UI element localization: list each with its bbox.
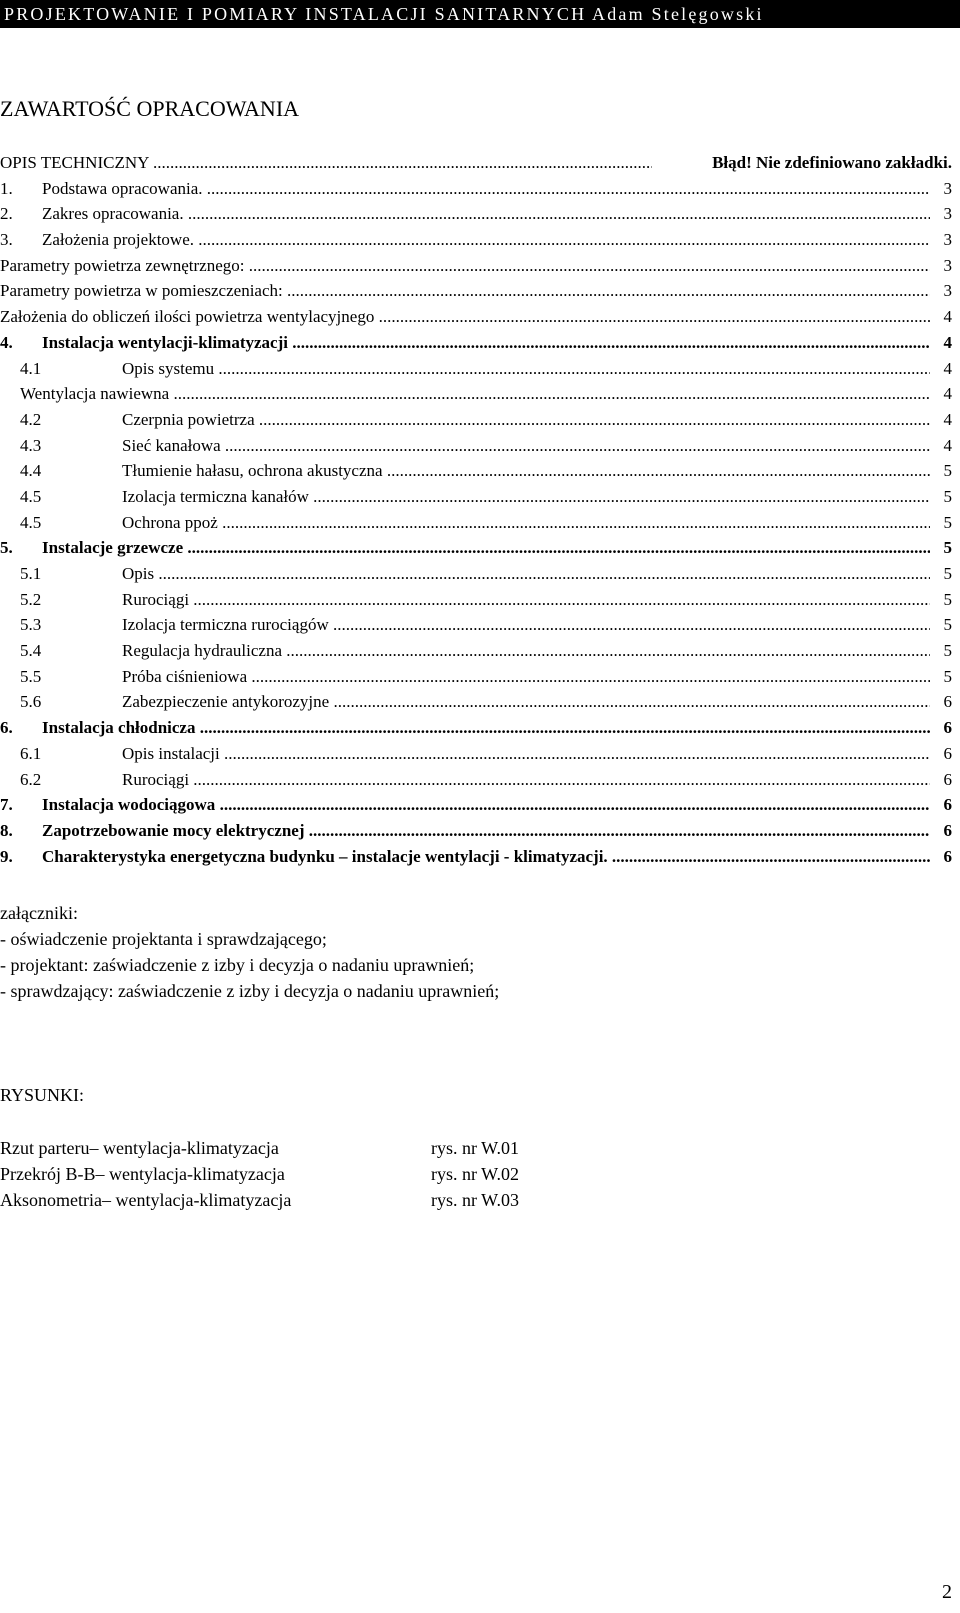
toc-entry[interactable] — [0, 689, 952, 715]
toc-entry-text: Regulacja hydrauliczna — [122, 641, 283, 661]
toc-entry[interactable] — [0, 535, 952, 561]
toc-entry-number: 5.1 — [20, 564, 42, 583]
toc-entry-page: 5 — [942, 510, 953, 536]
toc-entry-number: 6.2 — [20, 769, 42, 789]
toc-entry[interactable] — [0, 201, 952, 227]
toc-entry-number: 5.5 — [20, 666, 42, 686]
toc-entry[interactable] — [0, 767, 952, 793]
toc-entry-leader — [0, 304, 930, 330]
toc-entry-text: Czerpnia powietrza — [122, 409, 255, 429]
drawing-ref: rys. nr W.02 — [431, 1164, 520, 1184]
toc-entry-leader — [0, 458, 930, 484]
toc-entry[interactable] — [0, 510, 952, 536]
page-title: ZAWARTOŚĆ OPRACOWANIA — [0, 96, 300, 121]
attachment-item: - oświadczenie projektanta i sprawdzającego; — [0, 929, 327, 949]
toc-entry-page: 6 — [942, 689, 953, 715]
attachment-item: - projektant: zaświadczenie z izby i decyzja o nadaniu uprawnień; — [0, 955, 475, 975]
toc-entry-page: 4 — [942, 407, 953, 433]
toc-entry-page: 5 — [942, 535, 953, 561]
toc-entry[interactable] — [0, 253, 952, 279]
toc-entry-text: Założenia projektowe. — [42, 230, 194, 250]
toc-entry[interactable] — [0, 278, 952, 304]
toc-entry-leader — [0, 201, 930, 227]
toc-entry-number: 4.3 — [20, 435, 42, 455]
toc-entry-text: Opis instalacji — [122, 743, 220, 763]
toc-entry-page: 3 — [942, 201, 953, 227]
toc-entry-page: 4 — [942, 433, 953, 459]
drawings-heading: RYSUNKI: — [0, 1085, 85, 1105]
toc-entry-page: 3 — [942, 253, 953, 279]
toc-entry-number: 4.5 — [20, 512, 42, 532]
toc-entry-text: Instalacja wentylacji-klimatyzacji — [42, 332, 288, 352]
toc-entry-number: 4.1 — [20, 358, 42, 378]
toc-entry-leader — [0, 638, 930, 664]
toc-entry-leader — [0, 535, 930, 561]
toc-entry-page: 4 — [942, 330, 953, 356]
toc-entry-number: 4.5 — [20, 486, 42, 506]
toc-entry-text: OPIS TECHNICZNY — [0, 153, 149, 172]
toc-entry[interactable] — [0, 587, 952, 613]
toc-entry-number: 3. — [0, 230, 13, 250]
toc-entry-text: Zapotrzebowanie mocy elektrycznej — [42, 820, 305, 840]
toc-entry-number: 2. — [0, 204, 13, 224]
toc-entry-text: Izolacja termiczna rurociągów — [122, 615, 329, 635]
toc-entry[interactable] — [0, 176, 952, 202]
toc-entry-text: Sieć kanałowa — [122, 435, 221, 455]
toc-entry-text: Opis — [122, 564, 155, 583]
toc-entry-page: 3 — [942, 278, 953, 304]
toc-entry-page: 5 — [942, 484, 953, 510]
attachments-heading: załączniki: — [0, 903, 78, 923]
table-of-contents — [0, 150, 952, 869]
toc-entry-number: 5. — [0, 538, 13, 558]
toc-entry-leader — [0, 767, 930, 793]
page-header: PROJEKTOWANIE I POMIARY INSTALACJI SANITARNYCH Adam Stelęgowski — [0, 0, 960, 28]
toc-entry[interactable] — [0, 844, 952, 870]
toc-entry-page: 5 — [942, 638, 953, 664]
toc-entry[interactable] — [0, 484, 952, 510]
toc-entry-text: Parametry powietrza zewnętrznego: — [0, 255, 245, 275]
toc-entry[interactable] — [0, 612, 952, 638]
toc-entry-page: 4 — [942, 381, 953, 407]
toc-entry-text: Próba ciśnieniowa — [122, 666, 248, 686]
toc-entry-leader — [0, 330, 930, 356]
toc-entry-leader — [0, 484, 930, 510]
toc-entry-page: Błąd! Nie zdefiniowano zakładki. — [710, 150, 952, 176]
toc-entry-leader — [0, 587, 930, 613]
toc-entry-text: Założenia do obliczeń ilości powietrza wentylacyjnego — [0, 307, 375, 327]
toc-entry[interactable] — [0, 227, 952, 253]
toc-entry[interactable] — [0, 356, 952, 382]
toc-entry-text: Charakterystyka energetyczna budynku – instalacje wentylacji - klimatyzacji. — [42, 846, 608, 866]
toc-entry[interactable] — [0, 818, 952, 844]
toc-entry[interactable] — [0, 638, 952, 664]
toc-entry-page: 4 — [942, 356, 953, 382]
toc-entry-number: 5.6 — [20, 692, 42, 712]
toc-entry-leader — [0, 278, 930, 304]
toc-entry-page: 6 — [942, 767, 953, 793]
toc-entry-leader — [0, 433, 930, 459]
toc-entry-number: 4.2 — [20, 409, 42, 429]
toc-entry[interactable] — [0, 664, 952, 690]
toc-entry-text: Rurociągi — [122, 769, 190, 789]
toc-entry-leader — [0, 664, 930, 690]
toc-entry[interactable] — [0, 330, 952, 356]
toc-entry-number: 5.2 — [20, 589, 42, 609]
drawing-name: Rzut parteru– wentylacja-klimatyzacja — [0, 1138, 279, 1158]
toc-entry-page: 5 — [942, 458, 953, 484]
toc-entry-leader — [0, 612, 930, 638]
toc-entry-leader — [0, 689, 930, 715]
toc-entry-number: 4. — [0, 332, 13, 352]
toc-entry-leader — [0, 227, 930, 253]
toc-entry-leader — [0, 381, 930, 407]
toc-entry-leader — [0, 561, 930, 587]
toc-entry-page: 4 — [942, 304, 953, 330]
toc-entry-leader — [0, 510, 930, 536]
toc-entry[interactable] — [0, 458, 952, 484]
toc-entry-page: 6 — [942, 818, 953, 844]
toc-entry-text: Rurociągi — [122, 589, 190, 609]
toc-entry[interactable] — [0, 792, 952, 818]
toc-entry-page: 3 — [942, 227, 953, 253]
toc-entry-leader — [0, 150, 652, 176]
toc-entry-number: 9. — [0, 846, 13, 866]
toc-entry-text: Wentylacja nawiewna — [20, 384, 170, 404]
toc-entry-page: 6 — [942, 844, 953, 870]
toc-entry-text: Instalacje grzewcze — [42, 538, 184, 558]
toc-entry[interactable] — [0, 433, 952, 459]
toc-entry-number: 4.4 — [20, 461, 42, 481]
toc-entry-text: Instalacja chłodnicza — [42, 718, 196, 738]
drawing-name: Przekrój B-B– wentylacja-klimatyzacja — [0, 1164, 285, 1184]
toc-entry-page: 5 — [942, 612, 953, 638]
toc-entry-text: Ochrona ppoż — [122, 512, 218, 532]
toc-entry[interactable] — [0, 381, 952, 407]
toc-entry-leader — [0, 356, 930, 382]
toc-entry-number: 8. — [0, 820, 13, 840]
toc-entry-number: 5.4 — [20, 641, 42, 661]
toc-entry-number: 6.1 — [20, 743, 42, 763]
toc-entry-text: Zakres opracowania. — [42, 204, 184, 224]
drawing-ref: rys. nr W.03 — [431, 1190, 520, 1210]
toc-entry-leader — [0, 818, 930, 844]
page-number: 2 — [942, 1581, 952, 1603]
attachment-item: - sprawdzający: zaświadczenie z izby i decyzja o nadaniu uprawnień; — [0, 981, 500, 1001]
toc-entry-number: 7. — [0, 795, 13, 815]
toc-entry-text: Tłumienie hałasu, ochrona akustyczna — [122, 461, 383, 481]
toc-entry-text: Opis systemu — [122, 358, 215, 378]
toc-entry-page: 6 — [942, 741, 953, 767]
toc-entry-leader — [0, 253, 930, 279]
toc-entry-page: 3 — [942, 176, 953, 202]
toc-entry-text: Podstawa opracowania. — [42, 178, 203, 198]
toc-entry-number: 1. — [0, 178, 13, 198]
toc-entry[interactable] — [0, 150, 952, 176]
attachments-section — [0, 900, 499, 1004]
toc-entry[interactable] — [0, 561, 952, 587]
toc-entry-leader — [0, 715, 930, 741]
toc-entry-leader — [0, 407, 930, 433]
toc-entry-page: 6 — [942, 792, 953, 818]
drawing-name: Aksonometria– wentylacja-klimatyzacja — [0, 1190, 292, 1210]
toc-entry-page: 5 — [942, 561, 953, 587]
toc-entry-number: 6. — [0, 718, 13, 738]
drawing-ref: rys. nr W.01 — [431, 1138, 520, 1158]
toc-entry-leader — [0, 792, 930, 818]
toc-entry-text: Zabezpieczenie antykorozyjne — [122, 692, 330, 712]
toc-entry[interactable] — [0, 741, 952, 767]
toc-entry-text: Izolacja termiczna kanałów — [122, 486, 309, 506]
toc-entry-text: Parametry powietrza w pomieszczeniach: — [0, 281, 283, 301]
toc-entry-leader — [0, 176, 930, 202]
toc-entry[interactable] — [0, 304, 952, 330]
toc-entry-text: Instalacja wodociągowa — [42, 795, 216, 815]
toc-entry[interactable] — [0, 715, 952, 741]
toc-entry-leader — [0, 844, 930, 870]
toc-entry-page: 6 — [942, 715, 953, 741]
toc-entry[interactable] — [0, 407, 952, 433]
toc-entry-page: 5 — [942, 587, 953, 613]
toc-entry-number: 5.3 — [20, 615, 42, 635]
toc-entry-leader — [0, 741, 930, 767]
toc-entry-page: 5 — [942, 664, 953, 690]
